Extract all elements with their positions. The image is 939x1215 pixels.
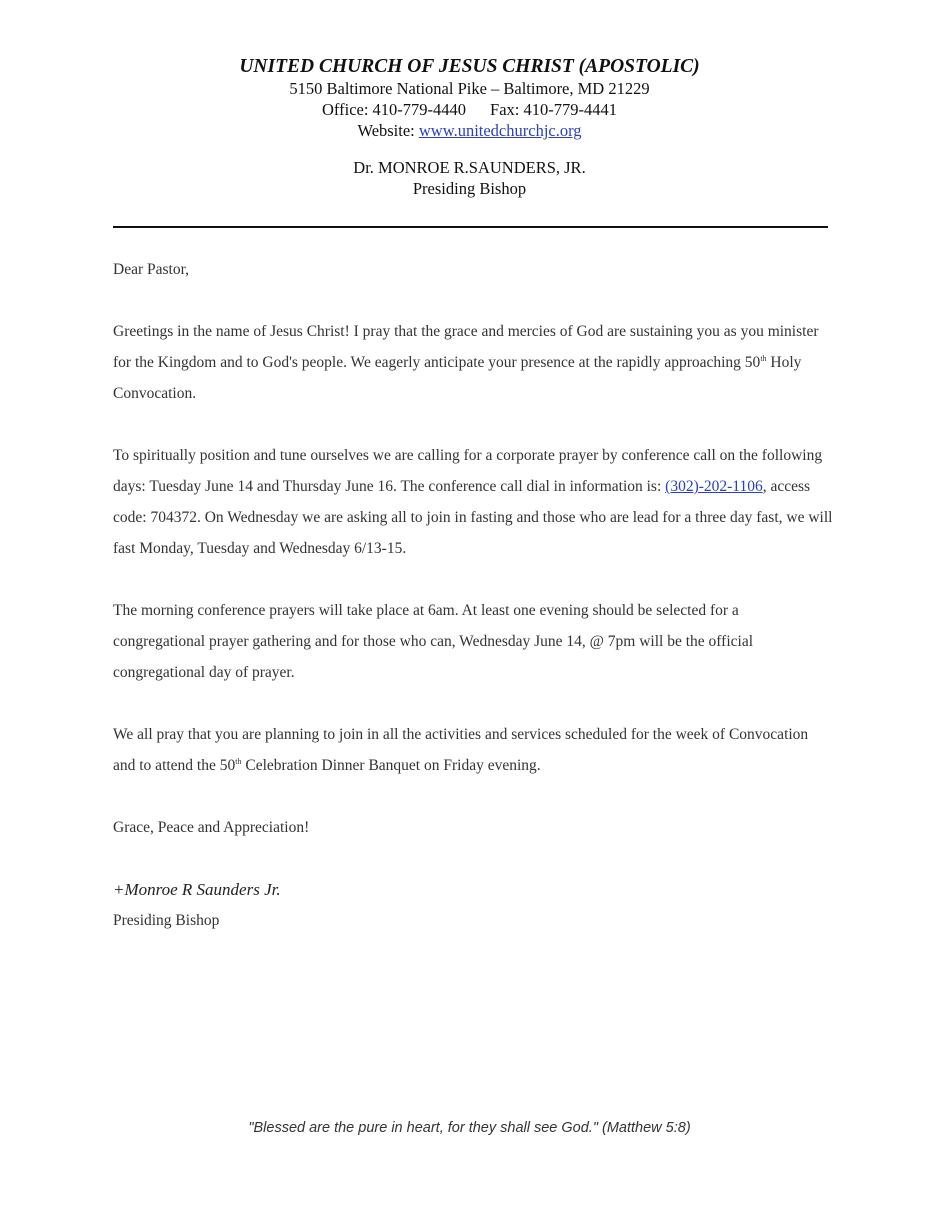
contact-line	[0, 99, 939, 120]
header-divider	[113, 226, 828, 228]
signer-title: Presiding Bishop	[113, 912, 220, 929]
office-phone: Office: 410-779-4440	[322, 100, 467, 119]
paragraph-morning-prayer: The morning conference prayers will take place at 6am. At least one evening should be selected for a congregational prayer gathering and for those who can, Wednesday June 14, @ 7pm will be the official congregational day of prayer.	[113, 602, 754, 681]
paragraph-convocation: We all pray that you are planning to join in all the activities and services scheduled for the week of Convocation and to attend the 50th Celebration Dinner Banquet on Friday evening.	[113, 726, 809, 774]
footer-quote: "Blessed are the pure in heart, for they shall see God." (Matthew 5:8)	[248, 1120, 691, 1136]
website-label: Website:	[357, 121, 415, 140]
letterhead	[0, 56, 939, 199]
website-line	[0, 120, 939, 141]
salutation: Dear Pastor,	[113, 261, 189, 278]
closing: Grace, Peace and Appreciation!	[113, 819, 310, 836]
fax-number: Fax: 410-779-4441	[490, 100, 617, 119]
phone-link[interactable]: (302)-202-1106	[665, 478, 763, 495]
bishop-block	[0, 157, 939, 199]
organization-name: UNITED CHURCH OF JESUS CHRIST (APOSTOLIC)	[239, 56, 700, 77]
bishop-name: Dr. MONROE R.SAUNDERS, JR.	[353, 158, 586, 177]
bishop-title: Presiding Bishop	[412, 179, 527, 198]
letter-body	[113, 254, 833, 936]
website-link[interactable]: www.unitedchurchjc.org	[418, 121, 582, 140]
address: 5150 Baltimore National Pike – Baltimore, MD 21229	[289, 79, 650, 98]
paragraph-greeting: Greetings in the name of Jesus Christ! I pray that the grace and mercies of God are sustaining you as you minister for the Kingdom and to God's people. We eagerly anticipate your presence at the rapidly approaching 50th Holy Convocation.	[113, 323, 819, 402]
paragraph-prayer-call: To spiritually position and tune ourselves we are calling for a corporate prayer by conference call on the following days: Tuesday June 14 and Thursday June 16. The conference call dial in information is: (302)-202-1106, access code: 704372. On Wednesday we are asking all to join in fasting and those who are lead for a three day fast, we will fast Monday, Tuesday and Wednesday 6/13-15.	[113, 447, 833, 557]
signature: +Monroe R Saunders Jr.	[113, 880, 281, 899]
